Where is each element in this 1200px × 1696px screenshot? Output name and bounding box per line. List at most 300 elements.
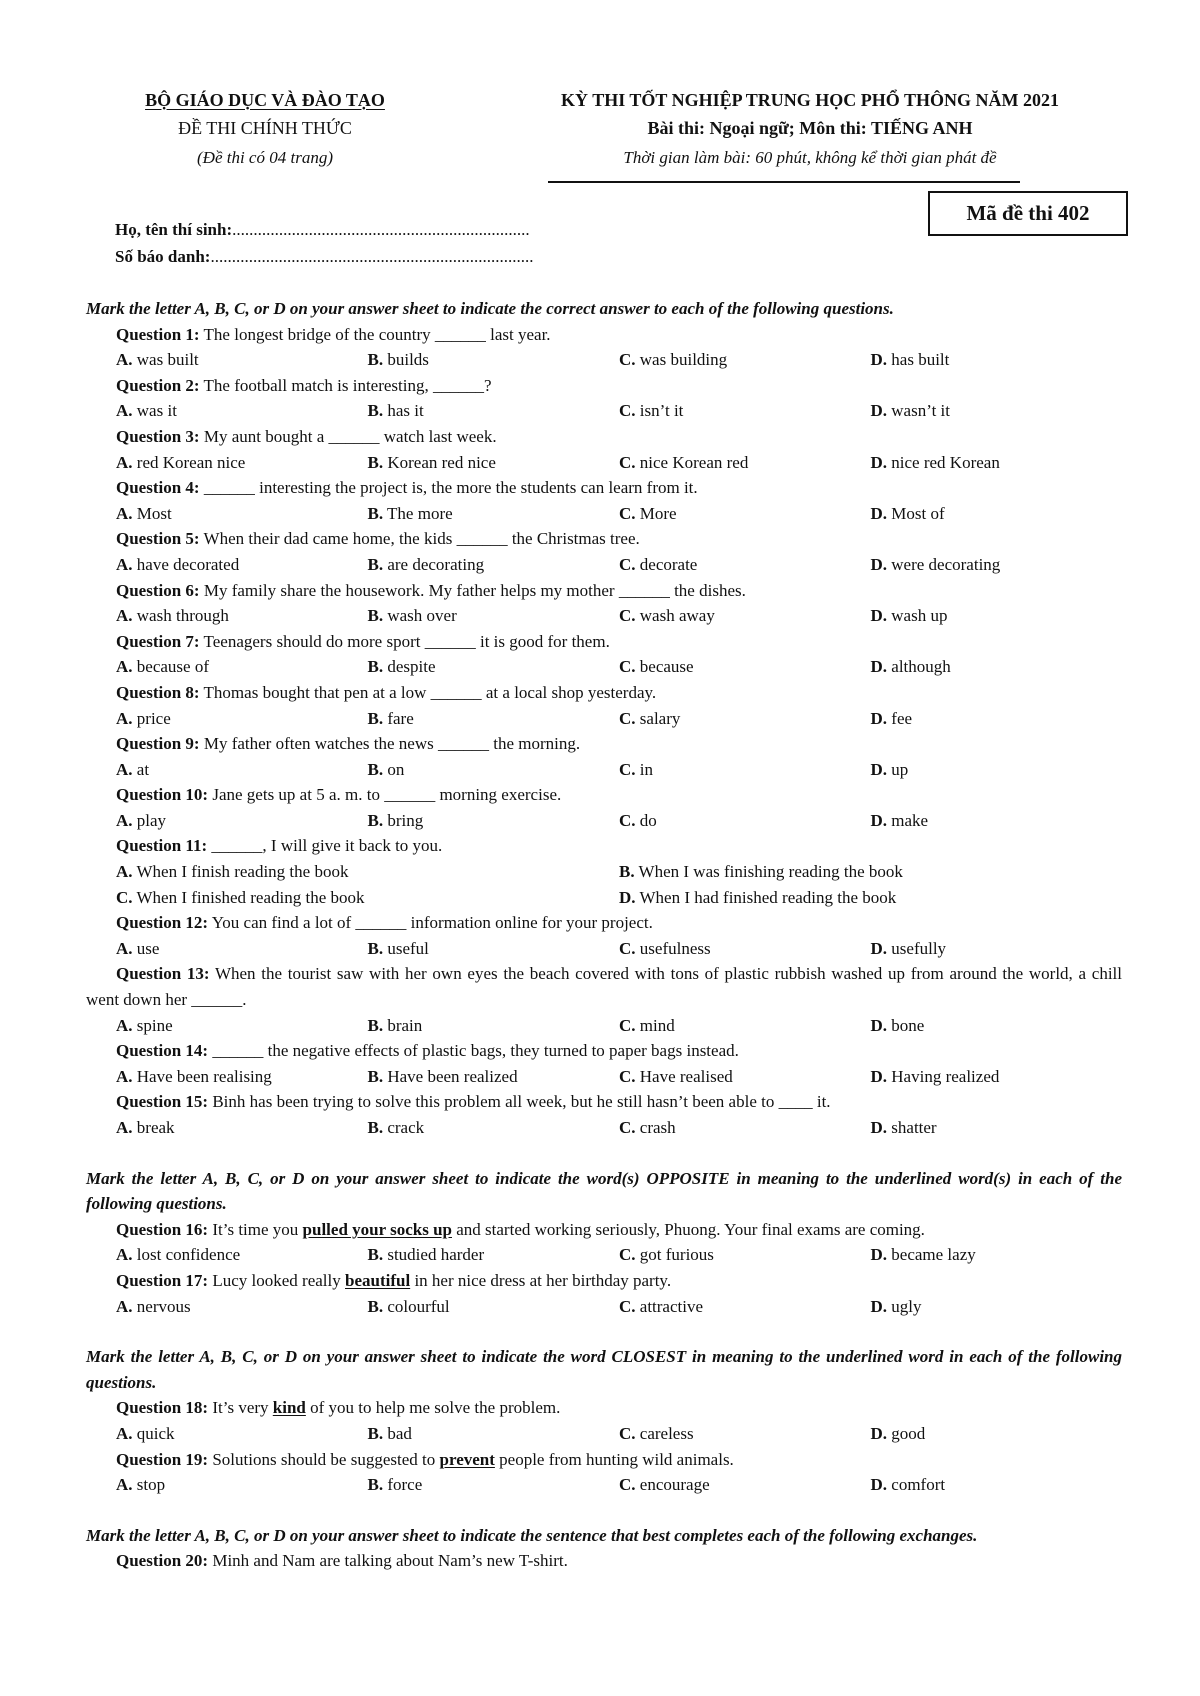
answer-options bbox=[86, 1013, 1122, 1039]
answer-option bbox=[116, 501, 368, 527]
question-stem bbox=[86, 526, 1122, 552]
answer-options bbox=[86, 757, 1122, 783]
option-letter: A. bbox=[116, 1296, 133, 1316]
option-letter: A. bbox=[116, 759, 133, 779]
answer-option bbox=[368, 552, 620, 578]
answer-option bbox=[619, 757, 871, 783]
option-text: builds bbox=[387, 350, 429, 370]
ministry-title: BỘ GIÁO DỤC VÀ ĐÀO TẠO bbox=[145, 90, 385, 110]
option-text: Have been realized bbox=[387, 1066, 518, 1086]
option-letter: B. bbox=[367, 1015, 384, 1035]
option-text: More bbox=[639, 503, 677, 523]
option-letter: D. bbox=[870, 350, 888, 370]
option-letter: A. bbox=[116, 1118, 133, 1137]
answer-option bbox=[619, 1242, 871, 1268]
answer-option bbox=[116, 757, 368, 783]
answer-option bbox=[619, 654, 871, 680]
option-letter: C. bbox=[619, 1423, 636, 1443]
option-text: good bbox=[891, 1423, 926, 1443]
option-letter: D. bbox=[870, 401, 888, 421]
option-letter: D. bbox=[870, 1423, 888, 1443]
option-text: use bbox=[136, 938, 160, 958]
option-letter: B. bbox=[367, 606, 384, 626]
option-letter: A. bbox=[116, 1475, 133, 1495]
answer-option bbox=[619, 552, 871, 578]
answer-option bbox=[368, 936, 620, 962]
question-number: Question 13: bbox=[116, 964, 210, 984]
question-stem bbox=[86, 1395, 1122, 1421]
option-text: has it bbox=[387, 401, 424, 421]
answer-options bbox=[86, 450, 1122, 476]
question-stem bbox=[86, 731, 1122, 757]
question-number: Question 9: bbox=[116, 734, 200, 754]
answer-option bbox=[368, 1421, 620, 1447]
question-number: Question 7: bbox=[116, 631, 200, 651]
section-gap bbox=[86, 1498, 1122, 1523]
option-letter: B. bbox=[367, 1423, 384, 1443]
answer-option bbox=[368, 1294, 620, 1320]
answer-option bbox=[116, 1115, 368, 1141]
answer-option bbox=[871, 552, 1123, 578]
answer-option bbox=[871, 1472, 1123, 1498]
option-text: wasn’t it bbox=[891, 401, 950, 421]
answer-option bbox=[871, 603, 1123, 629]
answer-option bbox=[116, 654, 368, 680]
option-text: When I had finished reading the book bbox=[639, 887, 897, 907]
option-letter: C. bbox=[619, 401, 636, 421]
option-text: useful bbox=[387, 938, 429, 958]
option-letter: C. bbox=[619, 1118, 636, 1137]
option-letter: A. bbox=[116, 938, 133, 958]
option-text: in bbox=[639, 759, 654, 779]
option-letter: B. bbox=[367, 708, 384, 728]
answer-option bbox=[116, 450, 368, 476]
option-text: usefully bbox=[891, 938, 947, 958]
option-text: attractive bbox=[639, 1296, 704, 1316]
option-letter: D. bbox=[870, 1015, 888, 1035]
answer-option bbox=[871, 450, 1123, 476]
question-stem bbox=[86, 578, 1122, 604]
question-stem bbox=[86, 910, 1122, 936]
option-letter: A. bbox=[116, 606, 133, 626]
answer-options bbox=[86, 501, 1122, 527]
option-text: was built bbox=[136, 350, 199, 370]
option-letter: D. bbox=[870, 452, 888, 472]
option-letter: B. bbox=[367, 657, 384, 677]
question-text: The longest bridge of the country ______ last year. bbox=[203, 324, 551, 344]
question-stem bbox=[86, 629, 1122, 655]
answer-option bbox=[871, 1013, 1123, 1039]
question-stem bbox=[86, 1447, 1122, 1473]
answer-option bbox=[368, 501, 620, 527]
option-letter: B. bbox=[367, 350, 384, 370]
answer-option bbox=[871, 398, 1123, 424]
answer-option bbox=[116, 1242, 368, 1268]
option-text: Have been realising bbox=[136, 1066, 272, 1086]
answer-option bbox=[619, 1115, 871, 1141]
question-stem bbox=[86, 961, 1122, 1012]
question-stem bbox=[86, 424, 1122, 450]
option-text: red Korean nice bbox=[136, 452, 246, 472]
option-text: on bbox=[387, 759, 405, 779]
answer-option bbox=[116, 936, 368, 962]
option-letter: B. bbox=[367, 401, 384, 421]
answer-options bbox=[86, 706, 1122, 732]
question-text: My father often watches the news ______ the morning. bbox=[203, 734, 581, 754]
candidate-name-field bbox=[115, 220, 530, 240]
answer-option bbox=[368, 808, 620, 834]
answer-option bbox=[619, 936, 871, 962]
option-text: crash bbox=[639, 1118, 676, 1137]
answer-option bbox=[368, 1472, 620, 1498]
option-letter: A. bbox=[116, 401, 133, 421]
question-text: ______, I will give it back to you. bbox=[211, 836, 443, 856]
option-letter: C. bbox=[619, 1015, 636, 1035]
option-letter: C. bbox=[619, 554, 636, 574]
option-letter: B. bbox=[367, 1296, 384, 1316]
question-stem bbox=[86, 373, 1122, 399]
option-text: wash over bbox=[387, 606, 457, 626]
section-gap bbox=[86, 1141, 1122, 1166]
option-text: brain bbox=[387, 1015, 423, 1035]
exam-code: Mã đề thi 402 bbox=[966, 201, 1090, 225]
question-number: Question 1: bbox=[116, 324, 200, 344]
answer-options bbox=[86, 808, 1122, 834]
question-text-end: in her nice dress at her birthday party. bbox=[410, 1270, 672, 1290]
option-text: bad bbox=[387, 1423, 412, 1443]
answer-options bbox=[86, 1242, 1122, 1268]
option-letter: D. bbox=[870, 708, 888, 728]
answer-option bbox=[116, 1421, 368, 1447]
answer-option bbox=[116, 398, 368, 424]
answer-option bbox=[368, 1064, 620, 1090]
option-text: make bbox=[891, 810, 929, 830]
option-text: was building bbox=[639, 350, 728, 370]
answer-option bbox=[116, 347, 368, 373]
question-stem bbox=[86, 1038, 1122, 1064]
question-text: It’s time you bbox=[212, 1219, 303, 1239]
answer-option bbox=[619, 398, 871, 424]
exam-duration: Thời gian làm bài: 60 phút, không kể thời gian phát đề bbox=[623, 148, 997, 167]
answer-option bbox=[368, 757, 620, 783]
option-letter: C. bbox=[116, 887, 133, 907]
option-text: has built bbox=[891, 350, 950, 370]
option-text: play bbox=[136, 810, 167, 830]
question-number: Question 14: bbox=[116, 1041, 209, 1061]
option-letter: B. bbox=[619, 862, 635, 882]
question-text: When their dad came home, the kids ______ the Christmas tree. bbox=[203, 529, 640, 549]
option-letter: B. bbox=[367, 1066, 384, 1086]
option-text: quick bbox=[136, 1423, 175, 1443]
option-text: fee bbox=[891, 708, 913, 728]
option-letter: C. bbox=[619, 1475, 636, 1495]
answer-option bbox=[619, 706, 871, 732]
option-letter: B. bbox=[367, 1118, 384, 1137]
answer-options bbox=[86, 1421, 1122, 1447]
answer-option bbox=[368, 654, 620, 680]
official-exam-label: ĐỀ THI CHÍNH THỨC bbox=[178, 118, 352, 138]
option-text: price bbox=[136, 708, 171, 728]
answer-option bbox=[116, 1294, 368, 1320]
answer-option bbox=[871, 757, 1123, 783]
question-number: Question 5: bbox=[116, 529, 200, 549]
question-text: Lucy looked really bbox=[212, 1270, 345, 1290]
option-text: spine bbox=[136, 1015, 173, 1035]
option-text: although bbox=[891, 657, 951, 677]
answer-option bbox=[619, 1064, 871, 1090]
answer-option bbox=[871, 347, 1123, 373]
answer-option bbox=[619, 1472, 871, 1498]
underlined-word: beautiful bbox=[345, 1270, 411, 1290]
option-text: bone bbox=[891, 1015, 925, 1035]
question-text: Minh and Nam are talking about Nam’s new T-shirt. bbox=[212, 1551, 568, 1571]
section-instruction: Mark the letter A, B, C, or D on your answer sheet to indicate the sentence that best completes each of the following exchanges. bbox=[86, 1525, 978, 1545]
answer-option bbox=[619, 1013, 871, 1039]
answer-options bbox=[86, 603, 1122, 629]
option-letter: B. bbox=[367, 452, 384, 472]
question-stem bbox=[86, 1268, 1122, 1294]
option-letter: A. bbox=[116, 810, 133, 830]
option-letter: C. bbox=[619, 452, 636, 472]
option-text: because bbox=[639, 657, 694, 677]
question-text-end: and started working seriously, Phuong. Your final exams are coming. bbox=[452, 1219, 925, 1239]
option-letter: C. bbox=[619, 759, 636, 779]
answer-option bbox=[619, 859, 1122, 885]
option-text: Have realised bbox=[639, 1066, 733, 1086]
answer-option bbox=[871, 654, 1123, 680]
exam-code-box bbox=[928, 191, 1128, 236]
option-letter: B. bbox=[367, 1475, 384, 1495]
option-letter: C. bbox=[619, 810, 636, 830]
option-letter: B. bbox=[367, 1245, 384, 1265]
option-text: Most bbox=[136, 503, 172, 523]
option-letter: D. bbox=[870, 1296, 888, 1316]
answer-options bbox=[86, 347, 1122, 373]
answer-option bbox=[871, 706, 1123, 732]
answer-option bbox=[116, 1472, 368, 1498]
question-number: Question 19: bbox=[116, 1449, 209, 1469]
answer-option bbox=[368, 450, 620, 476]
option-letter: D. bbox=[619, 887, 636, 907]
option-text: lost confidence bbox=[136, 1245, 241, 1265]
question-stem bbox=[86, 1217, 1122, 1243]
answer-option bbox=[871, 501, 1123, 527]
question-number: Question 20: bbox=[116, 1551, 209, 1571]
question-text: The football match is interesting, ______? bbox=[203, 375, 492, 395]
option-text: careless bbox=[639, 1423, 694, 1443]
option-text: wash through bbox=[136, 606, 229, 626]
option-letter: C. bbox=[619, 503, 636, 523]
question-stem bbox=[86, 322, 1122, 348]
option-letter: D. bbox=[870, 1245, 888, 1265]
candidate-name-label: Họ, tên thí sinh: bbox=[115, 220, 233, 239]
answer-options bbox=[86, 936, 1122, 962]
answer-options bbox=[86, 1064, 1122, 1090]
question-number: Question 17: bbox=[116, 1270, 209, 1290]
option-text: are decorating bbox=[387, 554, 485, 574]
candidate-id-field bbox=[115, 247, 533, 267]
option-text: nice red Korean bbox=[891, 452, 1000, 472]
option-letter: D. bbox=[870, 1118, 888, 1137]
option-text: crack bbox=[387, 1118, 425, 1137]
option-text: up bbox=[891, 759, 909, 779]
option-text: wash up bbox=[891, 606, 948, 626]
exam-title: KỲ THI TỐT NGHIỆP TRUNG HỌC PHỔ THÔNG NĂM 2021 bbox=[561, 90, 1059, 110]
underlined-word: kind bbox=[272, 1398, 306, 1418]
exam-subject: Bài thi: Ngoại ngữ; Môn thi: TIẾNG ANH bbox=[647, 118, 973, 138]
option-letter: A. bbox=[116, 1066, 133, 1086]
answer-option bbox=[116, 808, 368, 834]
option-letter: D. bbox=[870, 759, 888, 779]
question-text: Binh has been trying to solve this problem all week, but he still hasn’t been able to ____ it. bbox=[212, 1092, 831, 1112]
option-text: colourful bbox=[387, 1296, 450, 1316]
option-letter: B. bbox=[367, 810, 384, 830]
question-number: Question 15: bbox=[116, 1092, 209, 1112]
question-text: When the tourist saw with her own eyes the beach covered with tons of plastic rubbish washed up from around the world, a chill went down her ______. bbox=[86, 964, 1122, 1010]
question-number: Question 3: bbox=[116, 426, 200, 446]
option-letter: C. bbox=[619, 1296, 636, 1316]
option-letter: A. bbox=[116, 1015, 133, 1035]
answer-option bbox=[619, 347, 871, 373]
option-text: bring bbox=[387, 810, 424, 830]
option-text: at bbox=[136, 759, 150, 779]
option-letter: B. bbox=[367, 759, 384, 779]
answer-options bbox=[86, 398, 1122, 424]
option-letter: B. bbox=[367, 938, 384, 958]
question-text: Solutions should be suggested to bbox=[212, 1449, 440, 1469]
option-text: became lazy bbox=[891, 1245, 976, 1265]
answer-option bbox=[116, 706, 368, 732]
option-text: because of bbox=[136, 657, 209, 677]
question-stem bbox=[86, 782, 1122, 808]
answer-options bbox=[86, 1115, 1122, 1141]
option-text: When I finished reading the book bbox=[136, 887, 365, 907]
question-text: You can find a lot of ______ information online for your project. bbox=[211, 913, 653, 933]
section-instruction: Mark the letter A, B, C, or D on your answer sheet to indicate the correct answer to each of the following questions. bbox=[86, 299, 894, 318]
question-number: Question 18: bbox=[116, 1398, 209, 1418]
option-text: wash away bbox=[639, 606, 715, 626]
option-letter: C. bbox=[619, 350, 636, 370]
question-text: Jane gets up at 5 a. m. to ______ morning exercise. bbox=[212, 785, 562, 805]
option-text: fare bbox=[387, 708, 414, 728]
option-letter: D. bbox=[870, 938, 888, 958]
underlined-word: pulled your socks up bbox=[302, 1219, 452, 1239]
section-instruction: Mark the letter A, B, C, or D on your answer sheet to indicate the word CLOSEST in meaning to the underlined word in each of the following questions. bbox=[86, 1347, 1122, 1392]
option-letter: A. bbox=[116, 1245, 133, 1265]
answer-option bbox=[619, 808, 871, 834]
option-text: break bbox=[136, 1118, 175, 1137]
option-letter: A. bbox=[116, 862, 133, 882]
question-text: My aunt bought a ______ watch last week. bbox=[203, 426, 497, 446]
candidate-id-dots: ............................................................................ bbox=[210, 247, 534, 266]
answer-options bbox=[86, 552, 1122, 578]
question-text: It’s very bbox=[212, 1398, 273, 1418]
option-letter: A. bbox=[116, 503, 133, 523]
option-text: Korean red nice bbox=[387, 452, 496, 472]
candidate-name-dots: ...................................................................... bbox=[232, 220, 530, 239]
question-number: Question 10: bbox=[116, 785, 209, 805]
question-stem bbox=[86, 680, 1122, 706]
answer-option bbox=[116, 859, 619, 885]
option-text: comfort bbox=[891, 1475, 946, 1495]
option-text: isn’t it bbox=[639, 401, 684, 421]
answer-option bbox=[871, 808, 1123, 834]
answer-option bbox=[619, 450, 871, 476]
answer-option bbox=[871, 1294, 1123, 1320]
option-letter: A. bbox=[116, 1423, 133, 1443]
option-text: When I finish reading the book bbox=[136, 862, 349, 882]
answer-options bbox=[86, 1294, 1122, 1320]
answer-option bbox=[116, 1013, 368, 1039]
option-text: despite bbox=[387, 657, 436, 677]
question-stem bbox=[86, 1089, 1122, 1115]
option-text: stop bbox=[136, 1475, 166, 1495]
option-letter: C. bbox=[619, 606, 636, 626]
answer-option bbox=[619, 603, 871, 629]
question-text: Thomas bought that pen at a low ______ at a local shop yesterday. bbox=[203, 682, 657, 702]
question-text-end: of you to help me solve the problem. bbox=[305, 1398, 561, 1418]
answer-option bbox=[871, 936, 1123, 962]
option-text: have decorated bbox=[136, 554, 240, 574]
section-instruction: Mark the letter A, B, C, or D on your answer sheet to indicate the word(s) OPPOSITE in meaning to the underlined word(s) in each of the following questions. bbox=[86, 1168, 1122, 1214]
option-text: Having realized bbox=[891, 1066, 1000, 1086]
option-letter: A. bbox=[116, 452, 133, 472]
option-letter: A. bbox=[116, 554, 133, 574]
answer-option bbox=[871, 1421, 1123, 1447]
option-letter: D. bbox=[870, 810, 888, 830]
answer-option bbox=[116, 552, 368, 578]
option-text: ugly bbox=[891, 1296, 922, 1316]
question-stem bbox=[86, 833, 1122, 859]
answer-option bbox=[368, 347, 620, 373]
option-letter: A. bbox=[116, 657, 133, 677]
exam-body bbox=[86, 296, 1122, 1574]
question-stem bbox=[86, 475, 1122, 501]
option-text: salary bbox=[639, 708, 681, 728]
answer-options bbox=[86, 859, 1122, 885]
option-text: were decorating bbox=[891, 554, 1001, 574]
option-letter: A. bbox=[116, 708, 133, 728]
answer-option bbox=[871, 1064, 1123, 1090]
question-number: Question 2: bbox=[116, 375, 200, 395]
option-text: Most of bbox=[891, 503, 945, 523]
answer-option bbox=[368, 706, 620, 732]
option-letter: C. bbox=[619, 938, 636, 958]
answer-option bbox=[116, 885, 619, 911]
section-gap bbox=[86, 1319, 1122, 1344]
answer-options bbox=[86, 654, 1122, 680]
option-letter: C. bbox=[619, 1245, 636, 1265]
answer-option bbox=[368, 1115, 620, 1141]
option-letter: C. bbox=[619, 657, 636, 677]
answer-option bbox=[619, 1294, 871, 1320]
page-count-note: (Đề thi có 04 trang) bbox=[197, 148, 333, 167]
answer-option bbox=[368, 1013, 620, 1039]
option-text: When I was finishing reading the book bbox=[638, 862, 903, 882]
option-letter: C. bbox=[619, 708, 636, 728]
question-number: Question 8: bbox=[116, 682, 200, 702]
option-text: The more bbox=[387, 503, 453, 523]
option-text: decorate bbox=[639, 554, 698, 574]
option-letter: B. bbox=[367, 503, 384, 523]
candidate-id-label: Số báo danh: bbox=[115, 247, 211, 266]
option-text: usefulness bbox=[639, 938, 711, 958]
answer-option bbox=[619, 1421, 871, 1447]
answer-option bbox=[619, 501, 871, 527]
question-text: ______ the negative effects of plastic bags, they turned to paper bags instead. bbox=[212, 1041, 739, 1061]
option-text: nice Korean red bbox=[639, 452, 749, 472]
question-stem bbox=[86, 1548, 1122, 1574]
